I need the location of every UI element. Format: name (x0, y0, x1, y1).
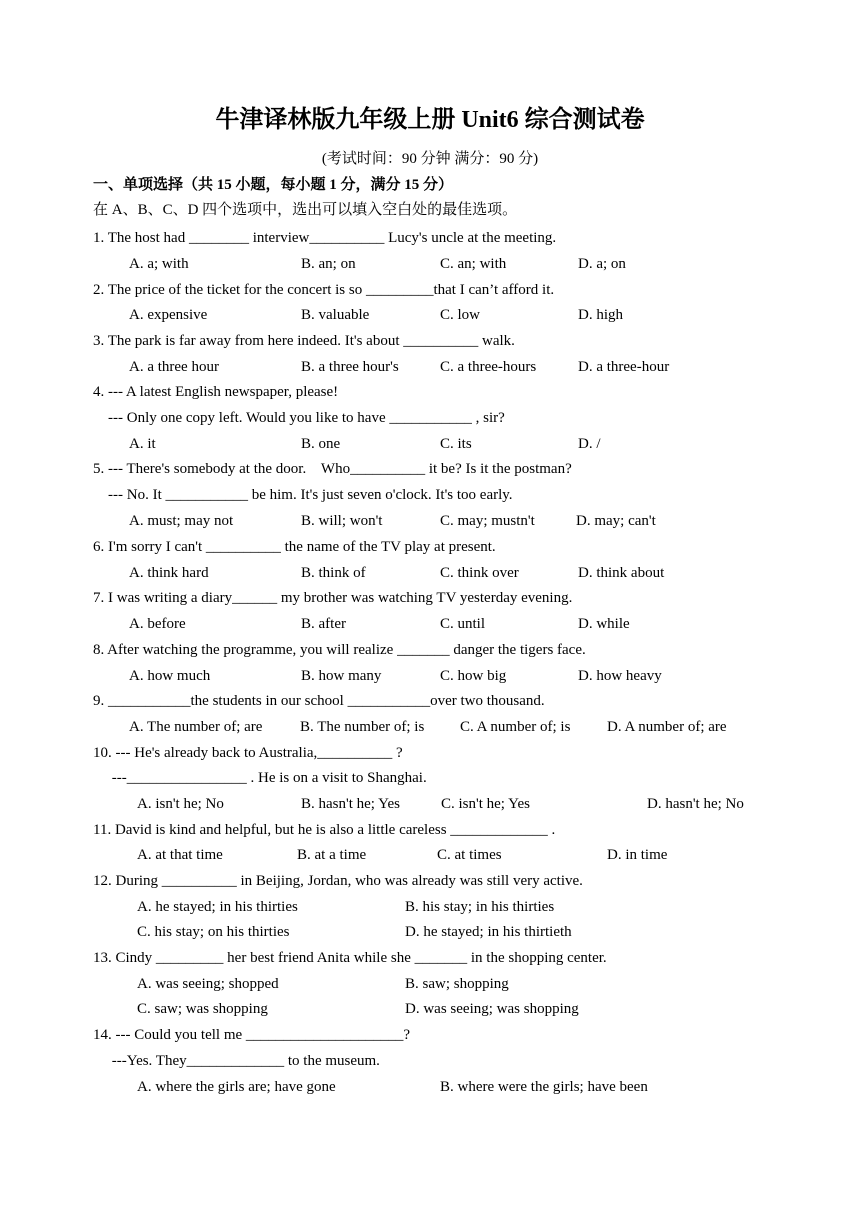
question-2: 2. The price of the ticket for the concert is so _________that I can’t afford it. (93, 282, 555, 298)
option-b: B. one (301, 436, 341, 452)
option-c: C. think over (440, 565, 519, 581)
option-b: B. think of (301, 565, 366, 581)
section-instruction: 在 A、B、C、D 四个选项中，选出可以填入空白处的最佳选项。 (93, 202, 518, 218)
option-d: D. hasn't he; No (647, 796, 744, 812)
option-c: C. its (440, 436, 472, 452)
question-5-line-2: --- No. It ___________ be him. It's just seven o'clock. It's too early. (93, 487, 513, 503)
option-c: C. isn't he; Yes (441, 796, 530, 812)
page-title: 牛津译林版九年级上册 Unit6 综合测试卷 (215, 107, 645, 133)
option-a: A. must; may not (129, 513, 234, 529)
option-d: D. he stayed; in his thirtieth (405, 924, 572, 940)
option-d: D. was seeing; was shopping (405, 1001, 579, 1017)
option-c: C. his stay; on his thirties (137, 924, 290, 940)
question-9: 9. ___________the students in our school ___________over two thousand. (93, 693, 545, 709)
option-c: C. saw; was shopping (137, 1001, 268, 1017)
option-d: D. high (578, 307, 623, 323)
option-d: D. how heavy (578, 668, 662, 684)
question-4: 4. --- A latest English newspaper, please! (93, 384, 339, 400)
option-d: D. may; can't (576, 513, 656, 529)
option-b: B. at a time (297, 847, 367, 863)
option-b: B. his stay; in his thirties (405, 899, 555, 915)
option-a: A. a; with (129, 256, 189, 272)
option-a: A. he stayed; in his thirties (137, 899, 298, 915)
question-13: 13. Cindy _________ her best friend Anita while she _______ in the shopping center. (93, 950, 607, 966)
option-c: C. may; mustn't (440, 513, 535, 529)
option-b: B. valuable (301, 307, 370, 323)
option-a: A. a three hour (129, 359, 219, 375)
question-7: 7. I was writing a diary______ my brother was watching TV yesterday evening. (93, 590, 573, 606)
option-d: D. while (578, 616, 630, 632)
question-12: 12. During __________ in Beijing, Jordan, who was already was still very active. (93, 873, 583, 889)
option-c: C. a three-hours (440, 359, 537, 375)
option-c: C. how big (440, 668, 507, 684)
option-b: B. The number of; is (300, 719, 425, 735)
question-6: 6. I'm sorry I can't __________ the name of the TV play at present. (93, 539, 496, 555)
option-d: D. think about (578, 565, 665, 581)
option-a: A. The number of; are (129, 719, 263, 735)
question-14: 14. --- Could you tell me _____________________? (93, 1027, 411, 1043)
option-b: B. a three hour's (301, 359, 399, 375)
option-a: A. before (129, 616, 186, 632)
option-b: B. where were the girls; have been (440, 1079, 648, 1095)
question-11: 11. David is kind and helpful, but he is also a little careless _____________ . (93, 822, 556, 838)
section-heading: 一、单项选择（共 15 小题，每小题 1 分，满分 15 分） (93, 177, 454, 193)
option-a: A. at that time (137, 847, 223, 863)
option-c: C. low (440, 307, 481, 323)
question-5: 5. --- There's somebody at the door. Who__________ it be? Is it the postman? (93, 461, 572, 477)
option-a: A. where the girls are; have gone (137, 1079, 336, 1095)
option-a: A. think hard (129, 565, 209, 581)
question-10-line-2: ---________________ . He is on a visit to Shanghai. (93, 770, 427, 786)
option-c: C. until (440, 616, 486, 632)
option-d: D. A number of; are (607, 719, 727, 735)
option-a: A. expensive (129, 307, 208, 323)
option-b: B. an; on (301, 256, 356, 272)
option-b: B. saw; shopping (405, 976, 509, 992)
option-b: B. will; won't (301, 513, 383, 529)
question-1: 1. The host had ________ interview__________ Lucy's uncle at the meeting. (93, 230, 557, 246)
option-b: B. how many (301, 668, 382, 684)
option-b: B. after (301, 616, 346, 632)
option-a: A. isn't he; No (137, 796, 224, 812)
option-a: A. it (129, 436, 156, 452)
option-d: D. / (578, 436, 601, 452)
exam-info: (考试时间：90 分钟 满分：90 分) (321, 151, 539, 167)
option-c: C. A number of; is (460, 719, 571, 735)
question-10: 10. --- He's already back to Australia,__________ ? (93, 745, 403, 761)
option-d: D. in time (607, 847, 668, 863)
question-8: 8. After watching the programme, you will realize _______ danger the tigers face. (93, 642, 586, 658)
question-14-line-2: ---Yes. They_____________ to the museum. (93, 1053, 380, 1069)
option-b: B. hasn't he; Yes (301, 796, 400, 812)
option-d: D. a; on (578, 256, 626, 272)
option-c: C. at times (437, 847, 502, 863)
option-c: C. an; with (440, 256, 507, 272)
question-4-line-2: --- Only one copy left. Would you like to have ___________ , sir? (93, 410, 505, 426)
option-a: A. how much (129, 668, 211, 684)
option-a: A. was seeing; shopped (137, 976, 279, 992)
question-3: 3. The park is far away from here indeed. It's about __________ walk. (93, 333, 515, 349)
option-d: D. a three-hour (578, 359, 670, 375)
